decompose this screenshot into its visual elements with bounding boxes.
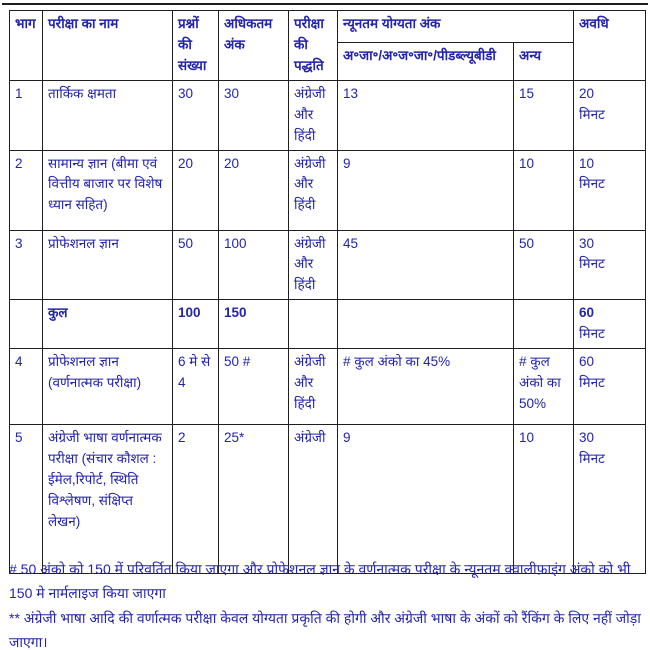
duration-unit: मिनट bbox=[579, 326, 605, 342]
footnote-hash: # 50 अंको को 150 में परिवर्तित किया जाएगा और प्रोफेशनल ज्ञान के वर्णनात्मक परीक्षा के न्यूनतम क्वालीफ़ाइंग अंको को भी 150 मे नार्मलाइज किया जाएगा bbox=[9, 561, 631, 601]
cell-exam-name: कुल bbox=[43, 300, 173, 349]
cell-max-marks: 25* bbox=[219, 425, 289, 574]
cell-part: 4 bbox=[10, 349, 43, 425]
duration-value: 10 bbox=[579, 155, 595, 171]
duration-unit: मिनट bbox=[579, 256, 605, 272]
cell-min-marks-other bbox=[514, 300, 574, 349]
cell-num-questions: 20 bbox=[173, 150, 219, 230]
cell-min-marks-other: # कुल अंको का 50% bbox=[514, 349, 574, 425]
header-part: भाग bbox=[10, 11, 43, 81]
cell-max-marks: 30 bbox=[219, 80, 289, 150]
cell-num-questions: 100 bbox=[173, 300, 219, 349]
cell-exam-name: अंग्रेजी भाषा वर्णनात्मक परीक्षा (संचार कौशल : ईमेल,रिपोर्ट, स्थिति विश्लेषण, संक्षिप्त लेखन) bbox=[43, 425, 173, 574]
top-horizontal-rule bbox=[2, 3, 648, 5]
cell-num-questions: 30 bbox=[173, 80, 219, 150]
duration-unit: मिनट bbox=[579, 451, 605, 467]
cell-exam-name: प्रोफेशनल ज्ञान bbox=[43, 230, 173, 300]
table-row bbox=[10, 150, 646, 230]
footnote-asterisk: ** अंग्रेजी भाषा आदि की वर्णात्मक परीक्षा केवल योग्यता प्रकृति की होगी और अंग्रेजी भाषा के अंकों को रैंकिंग के लिए नहीं जोड़ा जाएगा। bbox=[9, 610, 641, 650]
cell-exam-name: सामान्य ज्ञान (बीमा एवं वित्तीय बाजार पर विशेष ध्यान सहित) bbox=[43, 150, 173, 230]
cell-min-marks-other: 50 bbox=[514, 230, 574, 300]
cell-exam-medium: अंग्रेजी और हिंदी bbox=[289, 349, 338, 425]
cell-duration bbox=[574, 425, 646, 574]
header-num-questions: प्रश्नों की संख्या bbox=[173, 11, 219, 81]
header-row-1 bbox=[10, 11, 646, 43]
cell-min-marks-reserved: 9 bbox=[338, 150, 514, 230]
header-duration: अवधि bbox=[574, 11, 646, 81]
cell-num-questions: 50 bbox=[173, 230, 219, 300]
cell-duration bbox=[574, 349, 646, 425]
cell-duration bbox=[574, 230, 646, 300]
table-header bbox=[10, 11, 646, 81]
table-body bbox=[10, 80, 646, 573]
table-row bbox=[10, 425, 646, 574]
cell-min-marks-other: 10 bbox=[514, 425, 574, 574]
cell-exam-medium: अंग्रेजी और हिंदी bbox=[289, 80, 338, 150]
cell-exam-medium: अंग्रेजी bbox=[289, 425, 338, 574]
cell-part: 2 bbox=[10, 150, 43, 230]
header-reserved-categories: अ॰जा॰/अ॰ज॰जा॰/पीडब्ल्यूबीडी bbox=[338, 42, 514, 80]
header-max-marks: अधिकतम अंक bbox=[219, 11, 289, 81]
cell-part bbox=[10, 300, 43, 349]
cell-part: 5 bbox=[10, 425, 43, 574]
header-min-qualifying-marks: न्यूनतम योग्यता अंक bbox=[338, 11, 574, 43]
cell-min-marks-reserved: 13 bbox=[338, 80, 514, 150]
cell-exam-name: तार्किक क्षमता bbox=[43, 80, 173, 150]
cell-exam-medium bbox=[289, 300, 338, 349]
duration-unit: मिनट bbox=[579, 176, 605, 192]
header-exam-medium: परीक्षा की पद्धति bbox=[289, 11, 338, 81]
cell-min-marks-reserved: 45 bbox=[338, 230, 514, 300]
table-row bbox=[10, 349, 646, 425]
duration-value: 30 bbox=[579, 235, 595, 251]
cell-min-marks-reserved: 9 bbox=[338, 425, 514, 574]
duration-value: 30 bbox=[579, 430, 595, 446]
cell-max-marks: 50 # bbox=[219, 349, 289, 425]
cell-exam-name: प्रोफेशनल ज्ञान (वर्णनात्मक परीक्षा) bbox=[43, 349, 173, 425]
table-row bbox=[10, 230, 646, 300]
table-row bbox=[10, 80, 646, 150]
cell-exam-medium: अंग्रेजी और हिंदी bbox=[289, 150, 338, 230]
cell-min-marks-reserved: # कुल अंको का 45% bbox=[338, 349, 514, 425]
header-others: अन्य bbox=[514, 42, 574, 80]
cell-min-marks-other: 10 bbox=[514, 150, 574, 230]
cell-min-marks-reserved bbox=[338, 300, 514, 349]
duration-unit: मिनट bbox=[579, 106, 605, 122]
cell-max-marks: 150 bbox=[219, 300, 289, 349]
total-row bbox=[10, 300, 646, 349]
duration-value: 20 bbox=[579, 85, 595, 101]
header-exam-name: परीक्षा का नाम bbox=[43, 11, 173, 81]
cell-duration bbox=[574, 150, 646, 230]
cell-duration bbox=[574, 80, 646, 150]
duration-value: 60 bbox=[579, 305, 595, 321]
cell-duration bbox=[574, 300, 646, 349]
cell-num-questions: 6 मे से 4 bbox=[173, 349, 219, 425]
cell-max-marks: 100 bbox=[219, 230, 289, 300]
duration-value: 60 bbox=[579, 354, 595, 370]
footnotes bbox=[9, 558, 645, 650]
cell-part: 1 bbox=[10, 80, 43, 150]
duration-unit: मिनट bbox=[579, 375, 605, 391]
cell-exam-medium: अंग्रेजी और हिंदी bbox=[289, 230, 338, 300]
exam-structure-table bbox=[9, 10, 646, 574]
cell-min-marks-other: 15 bbox=[514, 80, 574, 150]
cell-part: 3 bbox=[10, 230, 43, 300]
cell-max-marks: 20 bbox=[219, 150, 289, 230]
cell-num-questions: 2 bbox=[173, 425, 219, 574]
